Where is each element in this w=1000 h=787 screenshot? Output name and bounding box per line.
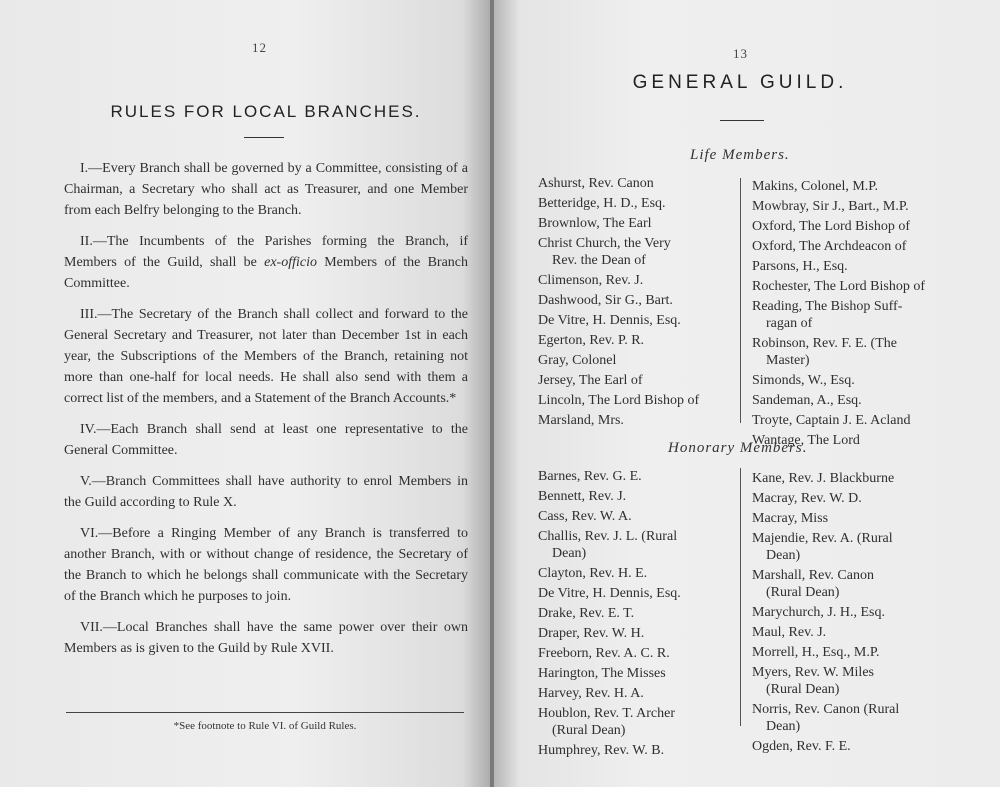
member-entry: Marsland, Mrs. — [538, 413, 624, 428]
member-entry: Betteridge, H. D., Esq. — [538, 196, 666, 211]
rule-paragraph: V.—Branch Committees shall have authority to enrol Members in the Guild according to Rule X. — [64, 474, 468, 510]
member-entry: Simonds, W., Esq. — [752, 373, 855, 388]
member-entry: Houblon, Rev. T. Archer (Rural Dean) — [538, 706, 675, 738]
member-entry: Robinson, Rev. F. E. (The Master) — [752, 336, 897, 368]
honorary-members-column-right — [752, 470, 952, 758]
life-members-heading: Life Members. — [690, 147, 790, 163]
member-entry: Reading, The Bishop Suff- ragan of — [752, 299, 903, 331]
member-entry: Morrell, H., Esq., M.P. — [752, 645, 880, 660]
member-entry: Norris, Rev. Canon (Rural Dean) — [752, 702, 900, 734]
rules-list — [64, 158, 468, 669]
rule-paragraph: II.—The Incumbents of the Parishes forming the Branch, if Members of the Guild, shall be ex-officio Members of the Branch Committee. — [64, 234, 468, 291]
member-entry: Mowbray, Sir J., Bart., M.P. — [752, 199, 909, 214]
left-page — [0, 0, 492, 787]
honorary-members-heading: Honorary Members. — [668, 440, 808, 456]
rule-paragraph: III.—The Secretary of the Branch shall collect and forward to the General Secretary and Treasurer, not later than December 1st in each year, the Subscriptions of the Members of the Branch, retaining not more than one-half for local needs. He shall also send with them a correct list of the members, and a Statement of the Branch Accounts.* — [64, 307, 468, 406]
member-entry: Kane, Rev. J. Blackburne — [752, 471, 895, 486]
honorary-members-column-left — [538, 468, 733, 762]
member-entry: Climenson, Rev. J. — [538, 273, 644, 288]
footnote-divider — [66, 712, 464, 713]
member-entry: Brownlow, The Earl — [538, 216, 652, 231]
member-entry: Christ Church, the Very Rev. the Dean of — [538, 236, 671, 268]
member-entry: Freeborn, Rev. A. C. R. — [538, 646, 670, 661]
member-entry: Maul, Rev. J. — [752, 625, 827, 640]
member-entry: Gray, Colonel — [538, 353, 617, 368]
member-entry: Challis, Rev. J. L. (Rural Dean) — [538, 529, 678, 561]
member-entry: Ogden, Rev. F. E. — [752, 739, 851, 754]
member-entry: Oxford, The Lord Bishop of — [752, 219, 910, 234]
title-divider-right — [720, 120, 764, 121]
title-divider-left — [244, 137, 284, 138]
member-entry: Barnes, Rev. G. E. — [538, 469, 642, 484]
member-entry: Drake, Rev. E. T. — [538, 606, 635, 621]
member-entry: Draper, Rev. W. H. — [538, 626, 645, 641]
life-members-column-right — [752, 178, 952, 452]
member-entry: Harvey, Rev. H. A. — [538, 686, 644, 701]
member-entry: Dashwood, Sir G., Bart. — [538, 293, 673, 308]
member-entry: Harington, The Misses — [538, 666, 666, 681]
page-title-left: RULES FOR LOCAL BRANCHES. — [110, 102, 422, 121]
member-entry: Marshall, Rev. Canon (Rural Dean) — [752, 568, 874, 600]
rule-paragraph: VII.—Local Branches shall have the same power over their own Members as is given to the Guild by Rule XVII. — [64, 620, 468, 656]
footnote: *See footnote to Rule VI. of Guild Rules. — [173, 720, 357, 732]
member-entry: Macray, Rev. W. D. — [752, 491, 862, 506]
page-number-right: 13 — [733, 46, 748, 61]
member-entry: Parsons, H., Esq. — [752, 259, 848, 274]
member-entry: Clayton, Rev. H. E. — [538, 566, 648, 581]
member-entry: Sandeman, A., Esq. — [752, 393, 862, 408]
member-entry: Humphrey, Rev. W. B. — [538, 743, 665, 758]
member-entry: Ashurst, Rev. Canon — [538, 176, 654, 191]
page-number-left: 12 — [252, 40, 267, 55]
member-entry: De Vitre, H. Dennis, Esq. — [538, 313, 681, 328]
page-title-right: GENERAL GUILD. — [632, 72, 848, 93]
member-entry: Cass, Rev. W. A. — [538, 509, 632, 524]
rule-paragraph: VI.—Before a Ringing Member of any Branch is transferred to another Branch, with or without change of residence, the Secretary of the Branch to which he belongs shall communicate with the Secretary of the Branch which he purposes to join. — [64, 526, 468, 604]
member-entry: Majendie, Rev. A. (Rural Dean) — [752, 531, 893, 563]
member-entry: Bennett, Rev. J. — [538, 489, 627, 504]
member-entry: De Vitre, H. Dennis, Esq. — [538, 586, 681, 601]
rule-paragraph: IV.—Each Branch shall send at least one representative to the General Committee. — [64, 422, 468, 458]
column-divider-life — [740, 178, 741, 423]
life-members-column-left — [538, 175, 733, 432]
rule-paragraph: I.—Every Branch shall be governed by a Committee, consisting of a Chairman, a Secretary who shall act as Treasurer, and one Member from each Belfry belonging to the Branch. — [64, 161, 468, 218]
member-entry: Macray, Miss — [752, 511, 829, 526]
member-entry: Oxford, The Archdeacon of — [752, 239, 907, 254]
member-entry: Jersey, The Earl of — [538, 373, 643, 388]
member-entry: Makins, Colonel, M.P. — [752, 179, 879, 194]
member-entry: Myers, Rev. W. Miles (Rural Dean) — [752, 665, 874, 697]
column-divider-honorary — [740, 468, 741, 726]
member-entry: Rochester, The Lord Bishop of — [752, 279, 925, 294]
member-entry: Troyte, Captain J. E. Acland — [752, 413, 911, 428]
member-entry: Marychurch, J. H., Esq. — [752, 605, 885, 620]
member-entry: Wantage, The Lord — [752, 433, 860, 448]
member-entry: Egerton, Rev. P. R. — [538, 333, 645, 348]
member-entry: Lincoln, The Lord Bishop of — [538, 393, 700, 408]
